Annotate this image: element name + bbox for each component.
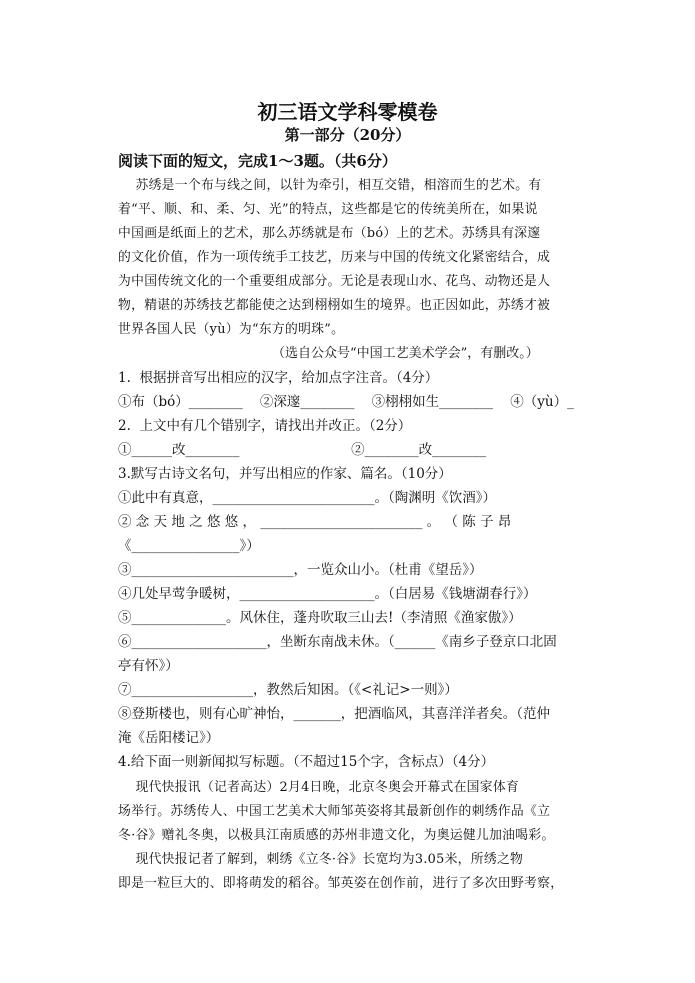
question-line: ② 念 天 地 之 悠 悠 ， ________________________ 。 （ 陈 子 昂 <box>118 514 512 530</box>
section-heading: 阅读下面的短文，完成1～3题。（共6分） <box>118 152 397 170</box>
question-line: ⑤______________。风休住，蓬舟吹取三山去!（李清照《渔家傲》） <box>118 610 522 626</box>
question-line: 2. 上文中有几个错别字，请找出并改正。（2分） <box>118 418 412 434</box>
passage-line: 为中国传统文化的一个重要组成部分。无论是表现山水、花鸟、动物还是人 <box>118 274 551 289</box>
news-line: 现代快报记者了解到，刺绣《立冬·谷》长宽均为3.05米，所绣之物 <box>118 852 524 867</box>
question-line: ④几处早莺争暖树，____________________。（白居易《钱塘湖春行》） <box>118 586 537 602</box>
news-line: 现代快报讯（记者高达）2月4日晚，北京冬奥会开幕式在国家体育 <box>118 780 520 795</box>
question-line: ①此中有真意，________________________。（陶渊明《饮酒》） <box>118 490 496 506</box>
passage-line: 中国画是纸面上的艺术，那么苏绣就是布（bó）上的艺术。苏绣具有深邃 <box>118 226 541 241</box>
question-line: ⑦__________________，教然后知困。（《<礼记>一则》） <box>118 682 458 698</box>
question-line: ③________________________，一览众山小。（杜甫《望岳》） <box>118 562 483 578</box>
part-heading: 第一部分（20分） <box>284 126 411 144</box>
source-note: （选自公众号“中国工艺美术学会”，有删改。） <box>272 346 539 361</box>
question-line: ⑧登斯楼也，则有心旷神怡，_______，把酒临风，其喜洋洋者矣。（范仲 <box>118 706 550 722</box>
question-line: 《________________》） <box>118 538 260 554</box>
question-line: 1. 根据拼音写出相应的汉字，给加点字注音。（4分） <box>118 370 439 386</box>
question-line: 亭有怀》） <box>118 658 179 674</box>
passage-line: 着“平、顺、和、柔、匀、光”的特点，这些都是它的传统美所在，如果说 <box>118 202 538 217</box>
news-line: 即是一粒巨大的、即将萌发的稻谷。邹英姿在创作前，进行了多次田野考察， <box>118 876 564 891</box>
passage-line: 世界各国人民（yù）为“东方的明珠”。 <box>118 322 345 337</box>
question-line: 4.给下面一则新闻拟写标题。（不超过15个字，含标点）（4分） <box>118 754 495 770</box>
news-line: 冬·谷》赠礼冬奥，以极具江南质感的苏州非遗文化，为奥运健儿加油喝彩。 <box>118 828 555 843</box>
passage-line: 物，精谌的苏绣技艺都能使之达到栩栩如生的境界。也正因如此，苏绣才被 <box>118 298 551 313</box>
passage-line: 的文化价值，作为一项传统手工技艺，历来与中国的传统文化紧密结合，成 <box>118 250 551 265</box>
passage-line: 苏绣是一个布与线之间，以针为牵引，相互交错，相溶而生的艺术。有 <box>118 178 542 193</box>
question-line: ①布（bó）________ ②深邃________ ③栩栩如生________ ④（yù）_ <box>118 394 574 410</box>
exam-title: 初三语文学科零模卷 <box>257 100 438 124</box>
question-line: ⑥____________________，坐断东南战未休。（______《南乡子登京口北固 <box>118 634 557 650</box>
question-line: 3.默写古诗文名句，并写出相应的作家、篇名。（10分） <box>118 466 452 482</box>
news-line: 场举行。苏绣传人、中国工艺美术大师邹英姿将其最新创作的刺绣作品《立 <box>118 804 551 819</box>
question-line: 淹《岳阳楼记》） <box>118 730 220 746</box>
question-line: ①______改________ ②________改________ <box>118 442 487 458</box>
